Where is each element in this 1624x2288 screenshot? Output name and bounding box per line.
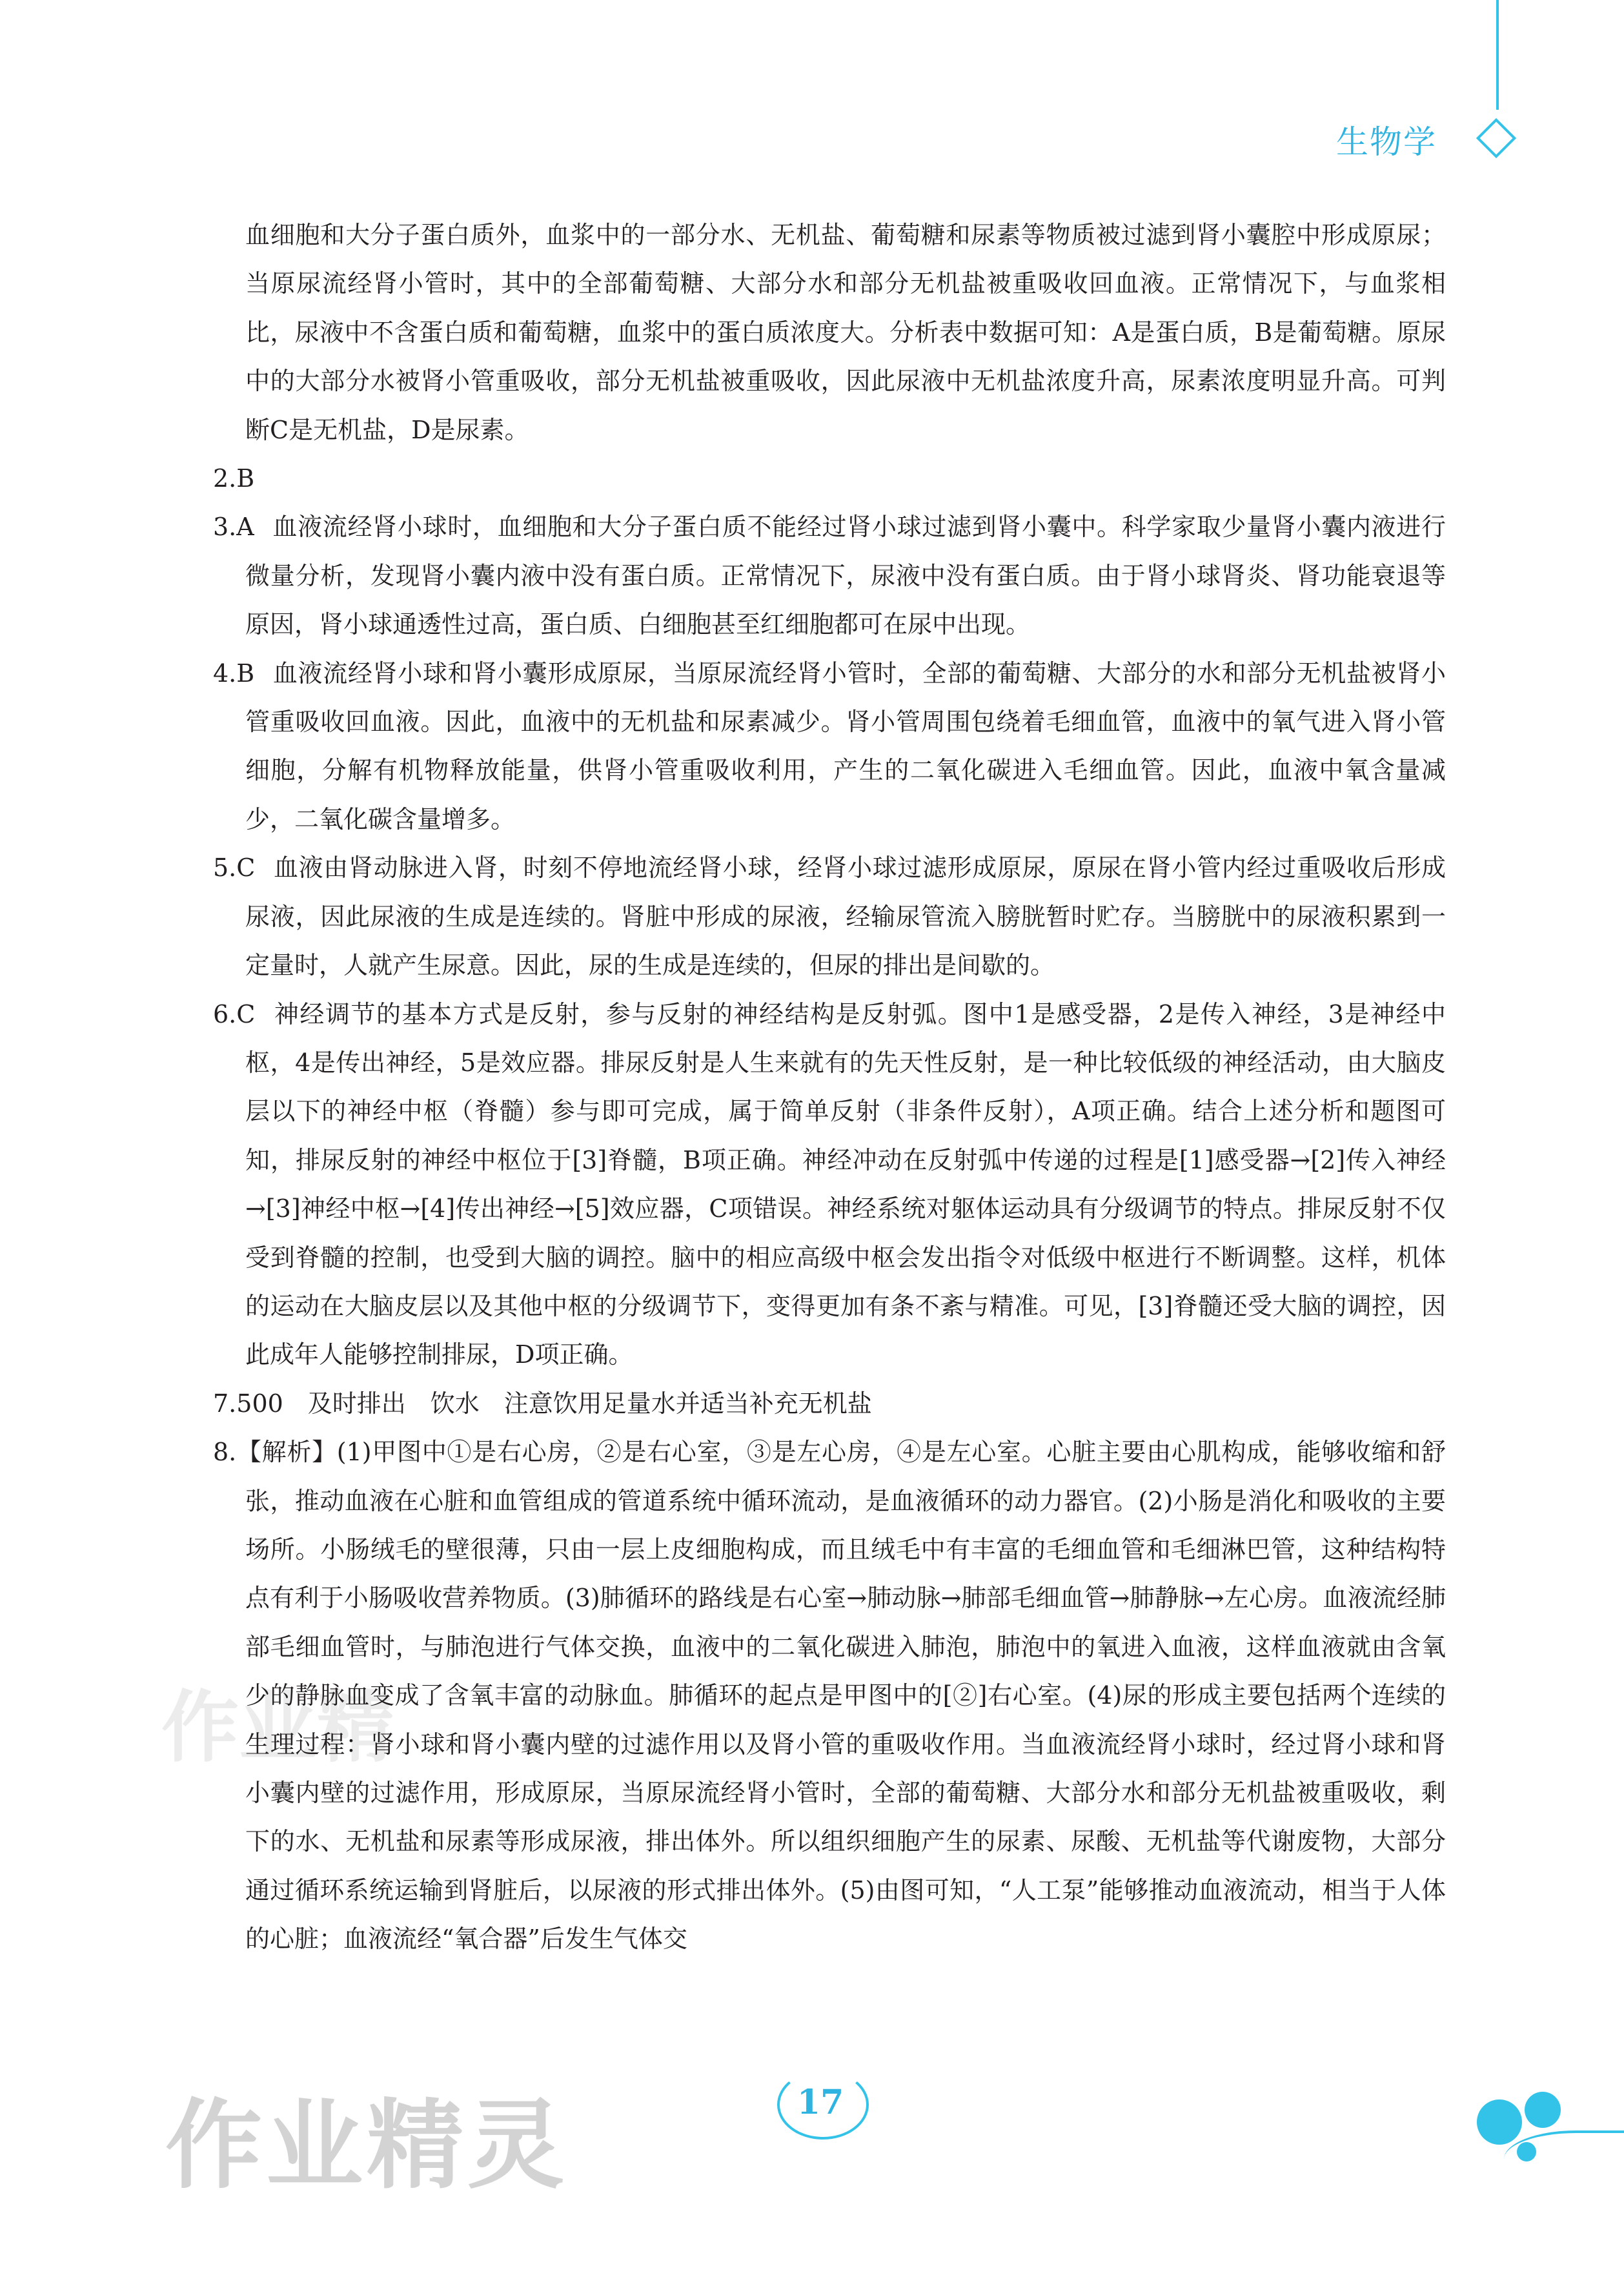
watermark-mid: 作业精 [161, 1683, 394, 1773]
answer-content [213, 211, 1446, 1964]
diamond-icon [1476, 118, 1516, 158]
answer-item: 4.B 血液流经肾小球和肾小囊形成原尿，当原尿流经肾小管时，全部的葡萄糖、大部分的水和部分无机盐被肾小管重吸收回血液。因此，血液中的无机盐和尿素减少。肾小管周围包绕着毛细血管，血液中的氧气进入肾小管细胞，分解有机物释放能量，供肾小管重吸收利用，产生的二氧化碳进入毛细血管。因此，血液中氧含量减少，二氧化碳含量增多。 [213, 659, 1446, 833]
answer-item: 2.B [213, 464, 255, 493]
decor-dot-icon [1477, 2099, 1522, 2145]
watermark-logo: 作业精灵 [165, 2090, 569, 2202]
answer-item: 5.C 血液由肾动脉进入肾，时刻不停地流经肾小球，经肾小球过滤形成原尿，原尿在肾小管内经过重吸收后形成尿液，因此尿液的生成是连续的。肾脏中形成的尿液，经输尿管流入膀胱暂时贮存。当膀胱中的尿液积累到一定量时，人就产生尿意。因此，尿的生成是连续的，但尿的排出是间歇的。 [213, 853, 1446, 980]
answer-item: 6.C 神经调节的基本方式是反射，参与反射的神经结构是反射弧。图中1是感受器，2是传入神经，3是神经中枢，4是传出神经，5是效应器。排尿反射是人生来就有的先天性反射，是一种比较低级的神经活动，由大脑皮层以下的神经中枢（脊髓）参与即可完成，属于简单反射（非条件反射），A项正确。结合上述分析和题图可知，排尿反射的神经中枢位于[3]脊髓，B项正确。神经冲动在反射弧中传递的过程是[1]感受器→[2]传入神经→[3]神经中枢→[4]传出神经→[5]效应器，C项错误。神经系统对躯体运动具有分级调节的特点。排尿反射不仅受到脊髓的控制，也受到大脑的调控。脑中的相应高级中枢会发出指令对低级中枢进行不断调整。这样，机体的运动在大脑皮层以及其他中枢的分级调节下，变得更加有条不紊与精准。可见，[3]脊髓还受大脑的调控，因此成年人能够控制排尿，D项正确。 [213, 999, 1446, 1369]
intro-paragraph: 血细胞和大分子蛋白质外，血浆中的一部分水、无机盐、葡萄糖和尿素等物质被过滤到肾小囊腔中形成原尿；当原尿流经肾小管时，其中的全部葡萄糖、大部分水和部分无机盐被重吸收回血液。正常情况下，与血浆相比，尿液中不含蛋白质和葡萄糖，血浆中的蛋白质浓度大。分析表中数据可知：A是蛋白质，B是葡萄糖。原尿中的大部分水被肾小管重吸收，部分无机盐被重吸收，因此尿液中无机盐浓度升高，尿素浓度明显升高。可判断C是无机盐，D是尿素。 [245, 221, 1446, 444]
subject-title: 生物学 [1336, 123, 1437, 161]
answer-item: 8.【解析】(1)甲图中①是右心房，②是右心室，③是左心房，④是左心室。心脏主要由心肌构成，能够收缩和舒张，推动血液在心脏和血管组成的管道系统中循环流动，是血液循环的动力器官。(2)小肠是消化和吸收的主要场所。小肠绒毛的壁很薄，只由一层上皮细胞构成，而且绒毛中有丰富的毛细血管和毛细淋巴管，这种结构特点有利于小肠吸收营养物质。(3)肺循环的路线是右心室→肺动脉→肺部毛细血管→肺静脉→左心房。血液流经肺部毛细血管时，与肺泡进行气体交换，血液中的二氧化碳进入肺泡，肺泡中的氧进入血液，这样血液就由含氧少的静脉血变成了含氧丰富的动脉血。肺循环的起点是甲图中的[②]右心室。(4)尿的形成主要包括两个连续的生理过程：肾小球和肾小囊内壁的过滤作用以及肾小管的重吸收作用。当血液流经肾小球时，经过肾小球和肾小囊内壁的过滤作用，形成原尿，当原尿流经肾小管时，全部的葡萄糖、大部分水和部分无机盐被重吸收，剩下的水、无机盐和尿素等形成尿液，排出体外。所以组织细胞产生的尿素、尿酸、无机盐等代谢废物，大部分通过循环系统运输到肾脏后，以尿液的形式排出体外。(5)由图可知，“人工泵”能够推动血液流动，相当于人体的心脏；血液流经“氧合器”后发生气体交 [213, 1438, 1446, 1954]
answer-item: 7.500 及时排出 饮水 注意饮用足量水并适当补充无机盐 [213, 1389, 872, 1418]
header-accent-line [1496, 0, 1499, 110]
decor-dot-icon [1525, 2092, 1561, 2128]
page-number: 17 [797, 2083, 844, 2122]
answer-item: 3.A 血液流经肾小球时，血细胞和大分子蛋白质不能经过肾小球过滤到肾小囊中。科学家取少量肾小囊内液进行微量分析，发现肾小囊内液中没有蛋白质。正常情况下，尿液中没有蛋白质。由于肾小球肾炎、肾功能衰退等原因，肾小球通透性过高，蛋白质、白细胞甚至红细胞都可在尿中出现。 [213, 513, 1446, 639]
decor-curve [1504, 2130, 1624, 2178]
